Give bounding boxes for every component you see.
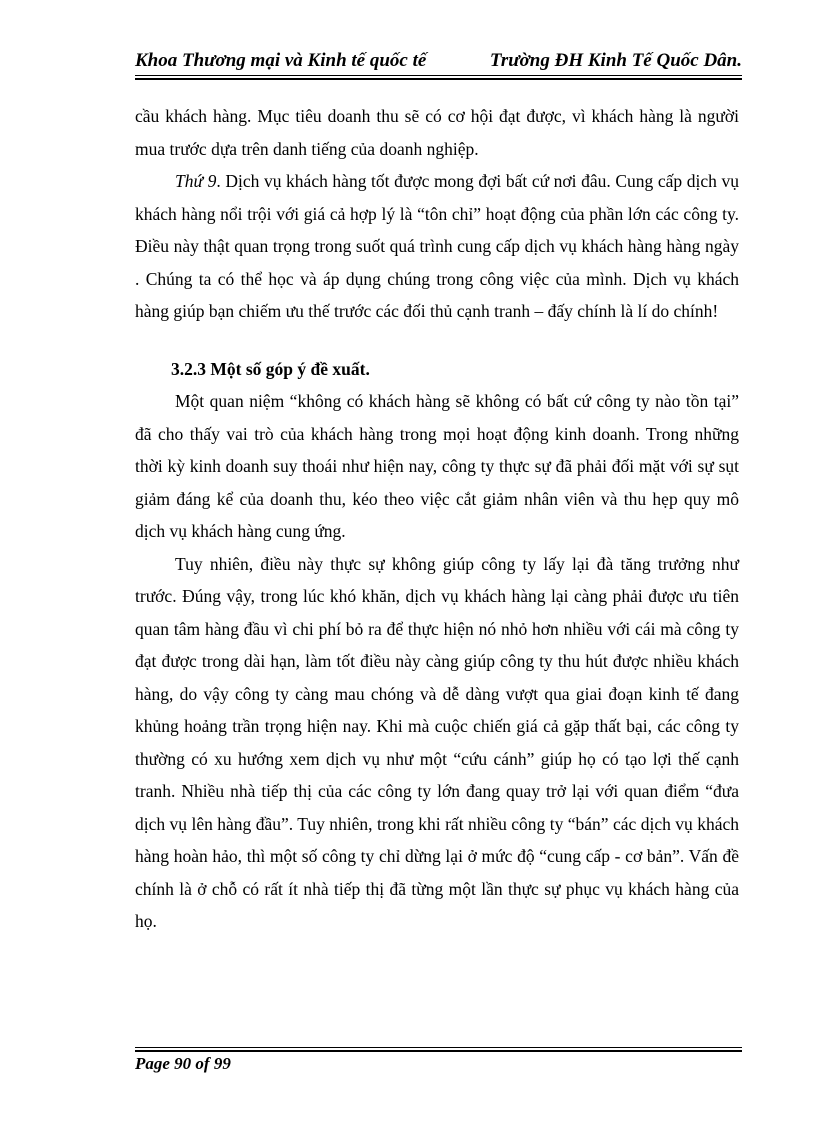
paragraph-1: cầu khách hàng. Mục tiêu doanh thu sẽ có cơ hội đạt được, vì khách hàng là người mua trước dựa trên danh tiếng của doanh nghiệp. bbox=[135, 106, 739, 159]
paragraph-3: Một quan niệm “không có khách hàng sẽ không có bất cứ công ty nào tồn tại” đã cho thấy vai trò của khách hàng trong mọi hoạt động kinh doanh. Trong những thời kỳ kinh doanh suy thoái như hiện nay, công ty thực sự đã phải đối mặt với sự sụt giảm đáng kể của doanh thu, kéo theo việc cắt giảm nhân viên và thu hẹp quy mô dịch vụ khách hàng cung ứng. bbox=[135, 391, 739, 541]
section-heading: 3.2.3 Một số góp ý đề xuất. bbox=[171, 358, 370, 379]
paragraph-2 bbox=[135, 165, 739, 328]
header-faculty: Khoa Thương mại và Kinh tế quốc tế bbox=[135, 50, 427, 71]
footer-rule bbox=[135, 1047, 742, 1052]
page-number: Page 90 of 99 bbox=[135, 1054, 231, 1073]
page-header bbox=[135, 48, 742, 74]
header-rule bbox=[135, 75, 742, 80]
paragraph-2-lead: Thứ 9 bbox=[175, 171, 217, 191]
paragraph-2-text: . Dịch vụ khách hàng tốt được mong đợi bất cứ nơi đâu. Cung cấp dịch vụ khách hàng nổi trội với giá cả hợp lý là “tôn chỉ” hoạt động của phần lớn các công ty. Điều này thật quan trọng trong suốt quá trình cung cấp dịch vụ khách hàng hàng ngày . Chúng ta có thể học và áp dụng chúng trong công việc của mình. Dịch vụ khách hàng giúp bạn chiếm ưu thế trước các đối thủ cạnh tranh – đấy chính là lí do chính! bbox=[135, 171, 739, 321]
page-content bbox=[135, 100, 739, 938]
section-spacer bbox=[135, 328, 739, 353]
paragraph-4: Tuy nhiên, điều này thực sự không giúp công ty lấy lại đà tăng trưởng như trước. Đúng vậy, trong lúc khó khăn, dịch vụ khách hàng lại càng phải được ưu tiên quan tâm hàng đầu vì chi phí bỏ ra để thực hiện nó nhỏ hơn nhiều với cái mà công ty đạt được trong dài hạn, làm tốt điều này càng giúp công ty thu hút được nhiều khách hàng, do vậy công ty càng mau chóng và dễ dàng vượt qua giai đoạn kinh tế đang khủng hoảng trần trọng hiện nay. Khi mà cuộc chiến giá cả gặp thất bại, các công ty thường có xu hướng xem dịch vụ như một “cứu cánh” giúp họ có tạo lợi thế cạnh tranh. Nhiều nhà tiếp thị của các công ty lớn đang quay trở lại với quan điểm “đưa dịch vụ lên hàng đầu”. Tuy nhiên, trong khi rất nhiều công ty “bán” các dịch vụ khách hàng hoàn hảo, thì một số công ty chỉ dừng lại ở mức độ “cung cấp - cơ bản”. Vấn đề chính là ở chỗ có rất ít nhà tiếp thị đã từng một lần thực sự phục vụ khách hàng của họ. bbox=[135, 553, 739, 931]
header-university: Trường ĐH Kinh Tế Quốc Dân. bbox=[489, 50, 742, 71]
